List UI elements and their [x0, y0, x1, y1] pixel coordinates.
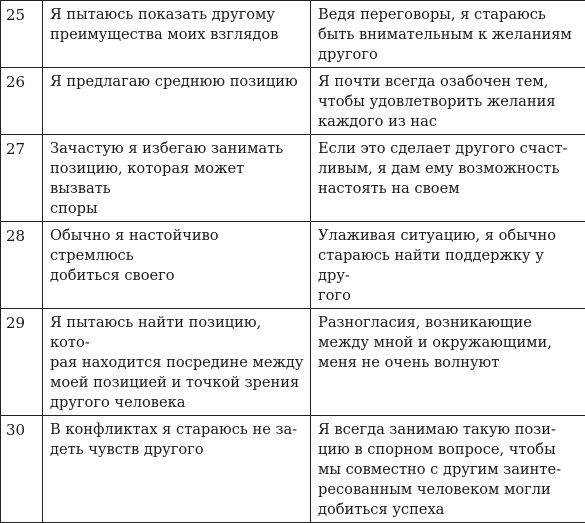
text-line: Обычно я настойчиво стремлюсь [50, 227, 219, 264]
table-row [1, 222, 585, 309]
statement-a [43, 309, 311, 416]
statement-b [311, 135, 585, 222]
item-number: 25 [1, 1, 43, 68]
text-line: мы совместно с другим заинте- [318, 461, 561, 478]
text-line: позицию, которая может вызвать [50, 160, 244, 197]
item-number: 27 [1, 135, 43, 222]
text-line: меня не очень волнуют [318, 354, 499, 371]
text-line: добиться своего [50, 267, 175, 284]
text-line: другого [318, 46, 378, 63]
text-line: Зачастую я избегаю занимать [50, 140, 283, 157]
text-line: Я почти всегда озабочен тем, [318, 73, 548, 90]
text-line: споры [50, 200, 98, 217]
text-line: Улаживая ситуацию, я обычно [318, 227, 556, 244]
statement-a [43, 222, 311, 309]
statement-a [43, 68, 311, 135]
statement-a [43, 1, 311, 68]
text-line: Ведя переговоры, я стараюсь [318, 6, 546, 23]
text-line: преимущества моих взглядов [50, 26, 278, 43]
table-row [1, 1, 585, 68]
text-line: Разногласия, возникающие [318, 314, 532, 331]
text-line: Если это сделает другого счаст- [318, 140, 567, 157]
text-line: деть чувств другого [50, 441, 204, 458]
text-line: добиться успеха [318, 501, 444, 518]
text-line: Я пытаюсь найти позицию, кото- [50, 314, 261, 351]
text-line: другого человека [50, 394, 185, 411]
statement-b [311, 68, 585, 135]
table-row [1, 68, 585, 135]
text-line: чтобы удовлетворить желания [318, 93, 556, 110]
table-row [1, 416, 585, 523]
table-row [1, 309, 585, 416]
item-number: 30 [1, 416, 43, 523]
text-line: ресованным человеком могли [318, 481, 551, 498]
text-line: Я предлагаю среднюю позицию [50, 73, 298, 90]
text-line: Я всегда занимаю такую пози- [318, 421, 556, 438]
text-line: В конфликтах я стараюсь не за- [50, 421, 297, 438]
statement-a [43, 416, 311, 523]
item-number: 29 [1, 309, 43, 416]
text-line: ливым, я дам ему возможность [318, 160, 559, 177]
text-line: рая находится посредине между [50, 354, 304, 371]
text-line: цию в спорном вопросе, чтобы [318, 441, 556, 458]
item-number: 28 [1, 222, 43, 309]
text-line: Я пытаюсь показать другому [50, 6, 275, 23]
statement-b [311, 222, 585, 309]
statement-b [311, 309, 585, 416]
text-line: гого [318, 287, 351, 304]
item-number: 26 [1, 68, 43, 135]
table-row [1, 135, 585, 222]
statement-a [43, 135, 311, 222]
statement-b [311, 416, 585, 523]
text-line: между мной и окружающими, [318, 334, 552, 351]
text-line: стараюсь найти поддержку у дру- [318, 247, 544, 284]
text-line: моей позицией и точкой зрения [50, 374, 299, 391]
text-line: настоять на своем [318, 180, 460, 197]
statement-b [311, 1, 585, 68]
text-line: каждого из нас [318, 113, 437, 130]
text-line: быть внимательным к желаниям [318, 26, 572, 43]
